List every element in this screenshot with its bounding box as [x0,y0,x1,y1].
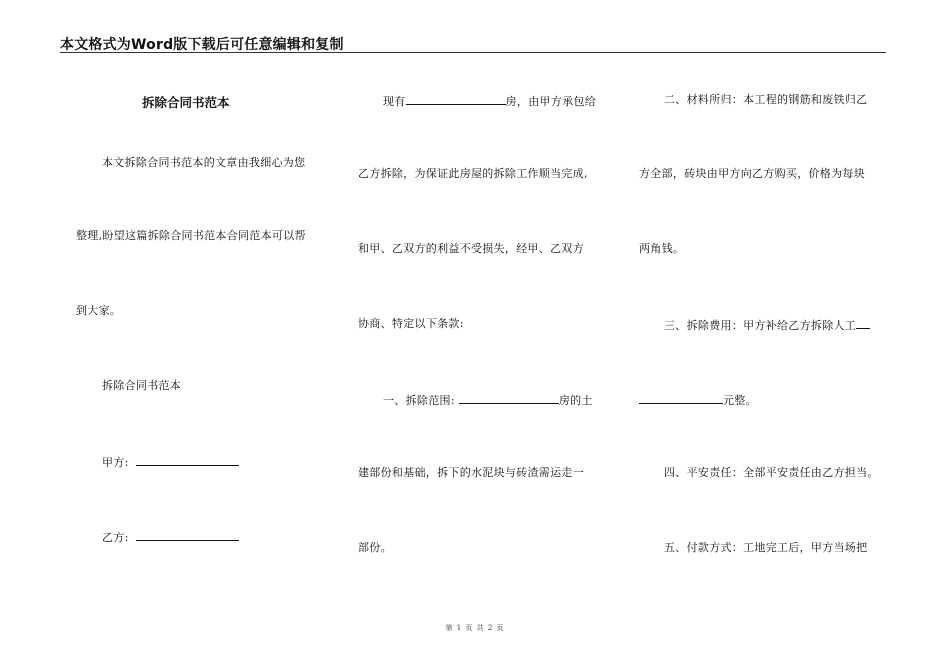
party-a-line [102,454,239,470]
col2-line-2: 乙方拆除，为保证此房屋的拆除工作顺当完成, [358,167,588,180]
party-b-line [102,529,239,545]
col2-line-6: 建部份和基础，拆下的水泥块与砖渣需运走一 [358,466,584,479]
page-header [60,34,886,53]
page-footer: 第 1 页 共 2 页 [445,624,505,632]
col2-line-7: 部份。 [358,541,392,554]
col1-line-3: 到大家。 [76,304,122,317]
house-blank [406,93,506,105]
party-b-blank [136,529,239,541]
col1-line-1: 本文拆除合同书范本的文章由我细心为您 [102,156,306,169]
scope-blank [459,392,559,404]
col3-line-1: 二、材料所归：本工程的钢筋和废铁归乙 [664,93,868,106]
party-a-blank [136,454,239,466]
fee-blank-a [856,317,870,329]
party-a-label: 甲方: [102,456,129,469]
col3-line-3: 两角钱。 [639,242,685,255]
col3-line-2: 方全部，砖块由甲方向乙方购买，价格为每块 [639,167,865,180]
col2-line-5b: 房的土 [558,394,593,407]
col3-line-7: 五、付款方式：工地完工后，甲方当场把 [664,541,868,554]
col2-line-1 [383,93,596,109]
col2-line-5a: 一、拆除范围: [383,394,455,407]
col3-line-4 [664,317,870,333]
header-text: 本文格式为Word版下载后可任意编辑和复制 [60,37,344,53]
col2-line-1b: 房，由甲方承包给 [505,95,597,108]
col3-line-6: 四、平安责任：全部平安责任由乙方担当。 [664,466,879,479]
col1-subtitle: 拆除合同书范本 [102,379,182,392]
col2-line-3: 和甲、乙双方的利益不受损失，经甲、乙双方 [358,242,584,255]
document-title: 拆除合同书范本 [142,95,230,110]
party-b-label: 乙方: [102,531,129,544]
col3-line-5-text: 元整。 [723,394,757,407]
col2-line-1a: 现有 [383,95,406,108]
col3-line-5 [639,392,757,408]
col1-line-2: 整理,盼望这篇拆除合同书范本合同范本可以帮 [76,229,306,242]
col2-line-4: 协商、特定以下条款: [358,317,464,330]
col2-line-5 [383,392,593,408]
fee-blank-b [639,392,723,404]
col3-line-4-text: 三、拆除费用：甲方补给乙方拆除人工 [664,319,857,332]
